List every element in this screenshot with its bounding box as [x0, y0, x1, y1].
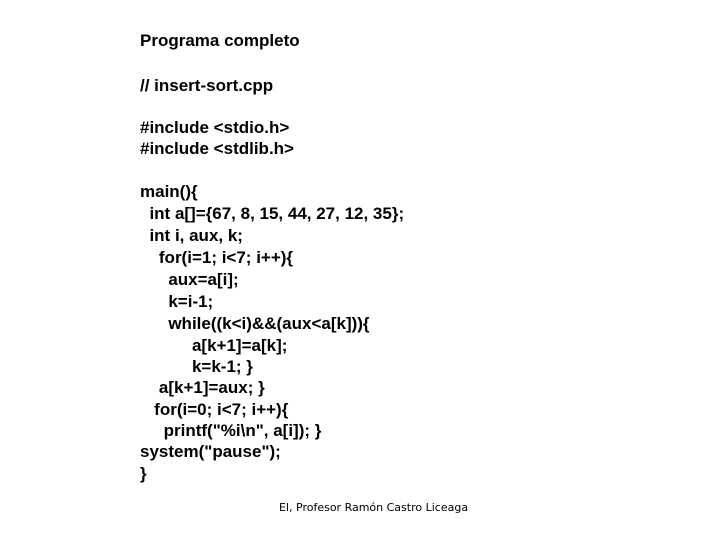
code-line: aux=a[i];	[140, 270, 239, 289]
code-line: for(i=0; i<7; i++){	[140, 400, 289, 419]
code-line: // insert-sort.cpp	[140, 76, 274, 95]
code-line: k=k-1; }	[140, 357, 253, 376]
code-line: for(i=1; i<7; i++){	[140, 248, 294, 267]
code-line: printf("%i\n", a[i]); }	[140, 421, 322, 440]
slide-title: Programa completo	[140, 31, 300, 50]
code-line: while((k<i)&&(aux<a[k])){	[140, 314, 370, 333]
code-line: main(){	[140, 182, 198, 201]
code-line: int i, aux, k;	[140, 226, 243, 245]
code-line: a[k+1]=aux; }	[140, 378, 265, 397]
code-line: #include <stdio.h>	[140, 118, 290, 137]
footer-credit: El, Profesor Ramón Castro Liceaga	[279, 501, 469, 514]
code-line: #include <stdlib.h>	[140, 139, 294, 158]
code-line: a[k+1]=a[k];	[140, 336, 288, 355]
code-line: }	[140, 464, 147, 483]
code-line: system("pause");	[140, 442, 281, 461]
code-line: k=i-1;	[140, 292, 214, 311]
code-line: int a[]={67, 8, 15, 44, 27, 12, 35};	[140, 204, 405, 223]
